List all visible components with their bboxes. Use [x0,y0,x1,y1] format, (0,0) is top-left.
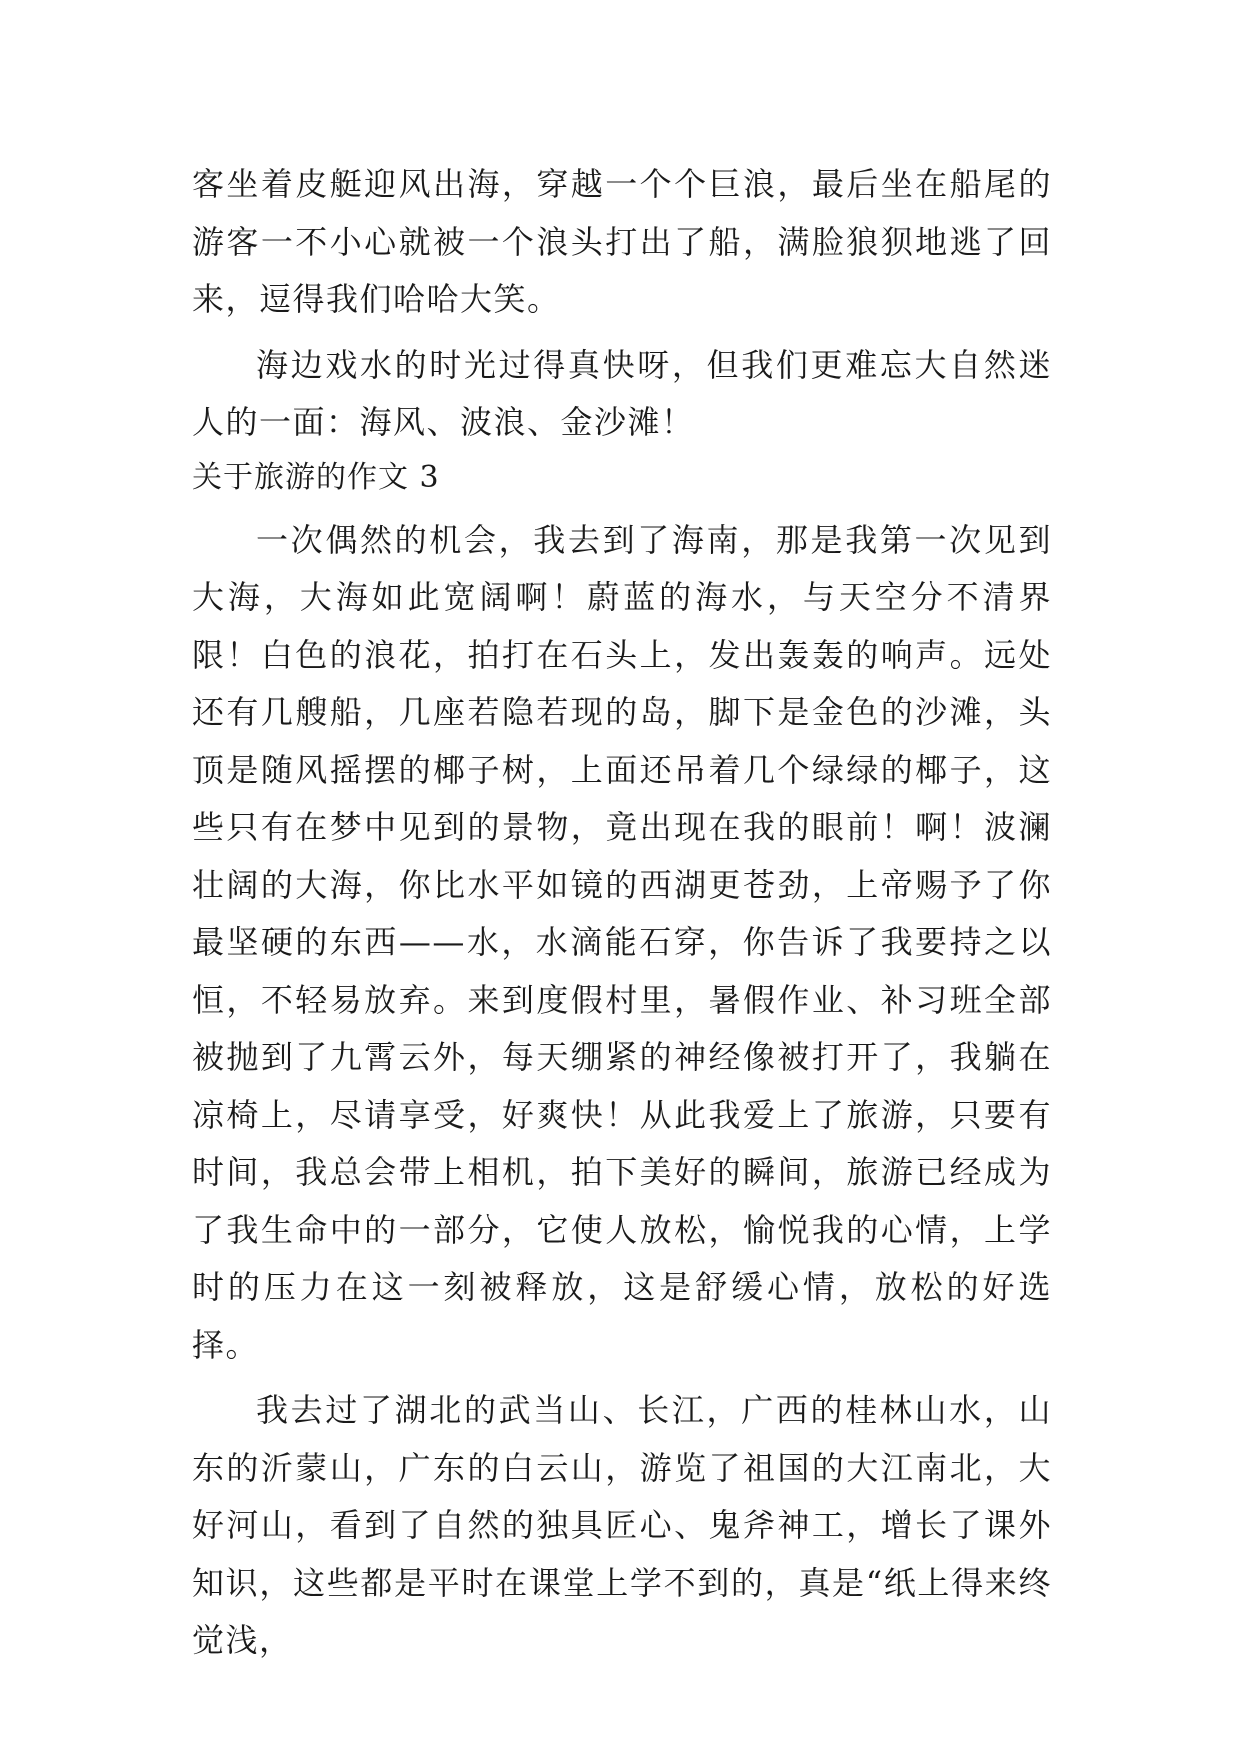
document-page [192,156,1052,1678]
paragraph: 我去过了湖北的武当山、长江，广西的桂林山水，山东的沂蒙山，广东的白云山，游览了祖国的大江南北，大好河山，看到了自然的独具匠心、鬼斧神工，增长了课外知识，这些都是平时在课堂上学不到的，真是“纸上得来终觉浅， [192,1391,1052,1659]
paragraph: 一次偶然的机会，我去到了海南，那是我第一次见到大海，大海如此宽阔啊！蔚蓝的海水，与天空分不清界限！白色的浪花，拍打在石头上，发出轰轰的响声。远处还有几艘船，几座若隐若现的岛，脚下是金色的沙滩，头顶是随风摇摆的椰子树，上面还吊着几个绿绿的椰子，这些只有在梦中见到的景物，竟出现在我的眼前！啊！波澜壮阔的大海，你比水平如镜的西湖更苍劲，上帝赐予了你最坚硬的东西——水，水滴能石穿，你告诉了我要持之以恒，不轻易放弃。来到度假村里，暑假作业、补习班全部被抛到了九霄云外，每天绷紧的神经像被打开了，我躺在凉椅上，尽请享受，好爽快！从此我爱上了旅游，只要有时间，我总会带上相机，拍下美好的瞬间，旅游已经成为了我生命中的一部分，它使人放松，愉悦我的心情，上学时的压力在这一刻被释放，这是舒缓心情，放松的好选择。 [192,520,1052,1364]
section-heading: 关于旅游的作文 3 [192,459,440,495]
paragraph: 海边戏水的时光过得真快呀，但我们更难忘大自然迷人的一面：海风、波浪、金沙滩！ [192,345,1052,441]
paragraph: 客坐着皮艇迎风出海，穿越一个个巨浪，最后坐在船尾的游客一不小心就被一个浪头打出了船，满脸狼狈地逃了回来，逗得我们哈哈大笑。 [192,165,1052,318]
